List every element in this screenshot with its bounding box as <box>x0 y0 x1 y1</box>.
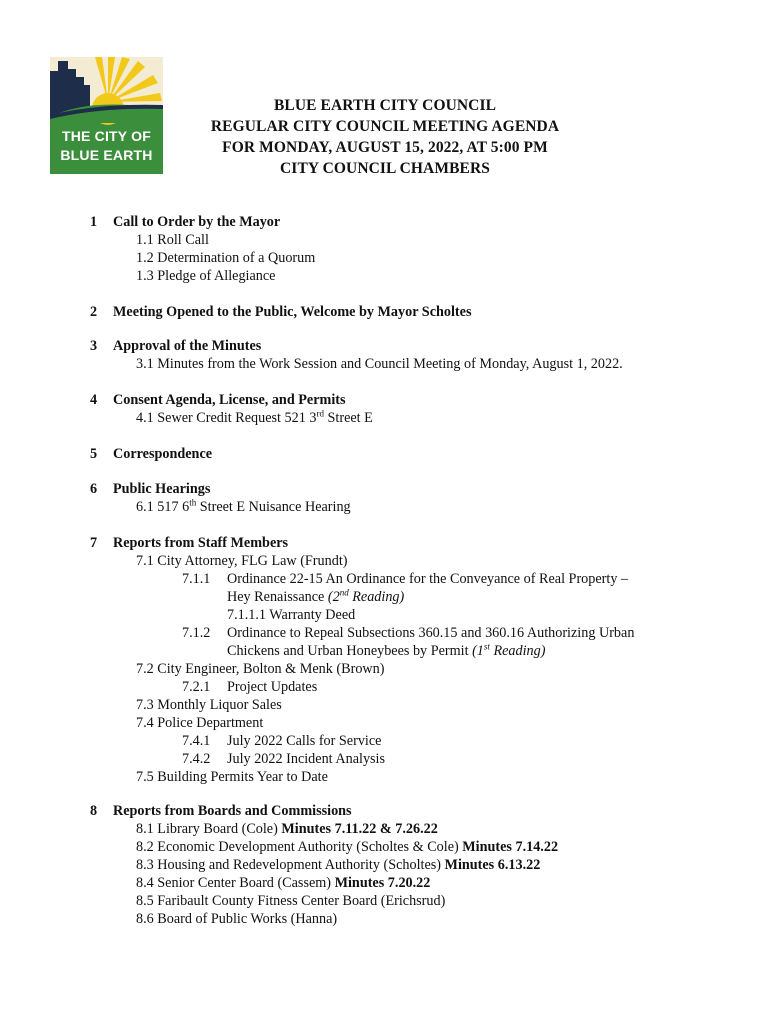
section-number: 7 <box>90 535 98 551</box>
section-title: Reports from Staff Members <box>113 535 289 551</box>
agenda-item-7-4: 7.4 Police Department <box>136 715 264 731</box>
agenda-item-7-4-2-number: 7.4.2 <box>182 751 211 767</box>
agenda-item-3-1: 3.1 Minutes from the Work Session and Council Meeting of Monday, August 1, 2022. <box>136 356 623 372</box>
ordinal-suffix: rd <box>316 408 324 419</box>
section-number: 1 <box>90 214 98 230</box>
section-number: 5 <box>90 446 98 462</box>
agenda-item-7-4-1-number: 7.4.1 <box>182 733 211 749</box>
agenda-item-7-1-1-number: 7.1.1 <box>182 571 211 587</box>
agenda-item-7-1-2-number: 7.1.2 <box>182 625 211 641</box>
minutes-link-text: Minutes 7.14.22 <box>462 839 559 855</box>
item-text: 8.1 Library Board (Cole) <box>136 821 282 837</box>
agenda-item-8-4 <box>136 874 430 892</box>
header-agenda-title: REGULAR CITY COUNCIL MEETING AGENDA <box>210 118 560 135</box>
agenda-item-8-6: 8.6 Board of Public Works (Hanna) <box>136 911 338 927</box>
section-title: Correspondence <box>113 446 213 462</box>
minutes-link-text: Minutes 7.20.22 <box>334 875 431 891</box>
reading-note: (2nd Reading) <box>327 587 405 605</box>
logo-text-line2: BLUE EARTH <box>60 147 153 163</box>
item-text: Street E <box>323 410 373 426</box>
reading-note: (1st Reading) <box>472 641 546 659</box>
agenda-item-7-1-2-cont <box>227 642 545 660</box>
section-number: 8 <box>90 803 98 819</box>
section-title: Public Hearings <box>113 481 211 497</box>
agenda-item-8-5: 8.5 Faribault County Fitness Center Board (Erichsrud) <box>136 893 446 909</box>
agenda-item-7-4-1: July 2022 Calls for Service <box>227 733 382 749</box>
item-text: 8.2 Economic Development Authority (Scholtes & Cole) <box>136 839 463 855</box>
agenda-item-1-2: 1.2 Determination of a Quorum <box>136 250 316 266</box>
ordinal-suffix: th <box>189 497 197 508</box>
agenda-item-4-1 <box>136 409 373 427</box>
item-text: 6.1 517 6 <box>136 499 190 515</box>
item-text: Chickens and Urban Honeybees by Permit <box>227 643 473 659</box>
agenda-item-7-1-1-cont <box>227 588 404 606</box>
agenda-item-7-2-1-number: 7.2.1 <box>182 679 211 695</box>
header-council-name: BLUE EARTH CITY COUNCIL <box>273 97 497 114</box>
section-title: Consent Agenda, License, and Permits <box>113 392 346 408</box>
agenda-item-1-1: 1.1 Roll Call <box>136 232 209 248</box>
section-title: Approval of the Minutes <box>113 338 262 354</box>
agenda-item-7-1-1-1: 7.1.1.1 Warranty Deed <box>227 607 356 623</box>
section-title: Call to Order by the Mayor <box>113 214 281 230</box>
agenda-item-8-2 <box>136 838 558 856</box>
item-text: 8.4 Senior Center Board (Cassem) <box>136 875 335 891</box>
item-text: Hey Renaissance <box>227 589 328 605</box>
item-text: 4.1 Sewer Credit Request 521 3 <box>136 410 317 426</box>
agenda-item-7-1: 7.1 City Attorney, FLG Law (Frundt) <box>136 553 348 569</box>
section-title: Reports from Boards and Commissions <box>113 803 352 819</box>
agenda-item-1-3: 1.3 Pledge of Allegiance <box>136 268 276 284</box>
section-number: 4 <box>90 392 98 408</box>
agenda-item-8-1 <box>136 820 438 838</box>
item-text: Street E Nuisance Hearing <box>196 499 351 515</box>
logo-text-line1: THE CITY OF <box>61 128 152 144</box>
agenda-item-7-4-2: July 2022 Incident Analysis <box>227 751 386 767</box>
item-text: 8.3 Housing and Redevelopment Authority (Scholtes) <box>136 857 445 873</box>
agenda-item-6-1 <box>136 498 351 516</box>
header-meeting-date: FOR MONDAY, AUGUST 15, 2022, AT 5:00 PM <box>222 139 548 156</box>
agenda-item-7-5: 7.5 Building Permits Year to Date <box>136 769 328 785</box>
minutes-link-text: Minutes 6.13.22 <box>444 857 541 873</box>
city-logo <box>50 57 163 174</box>
agenda-item-7-2-1: Project Updates <box>227 679 318 695</box>
header-location: CITY COUNCIL CHAMBERS <box>280 160 490 177</box>
agenda-item-7-1-1: Ordinance 22-15 An Ordinance for the Conveyance of Real Property – <box>227 571 629 587</box>
agenda-item-7-2: 7.2 City Engineer, Bolton & Menk (Brown) <box>136 661 385 677</box>
section-title: Meeting Opened to the Public, Welcome by Mayor Scholtes <box>113 304 472 320</box>
agenda-item-8-3 <box>136 856 540 874</box>
agenda-item-7-3: 7.3 Monthly Liquor Sales <box>136 697 282 713</box>
section-number: 6 <box>90 481 98 497</box>
section-number: 2 <box>90 304 98 320</box>
agenda-item-7-1-2: Ordinance to Repeal Subsections 360.15 and 360.16 Authorizing Urban <box>227 625 635 641</box>
section-number: 3 <box>90 338 98 354</box>
agenda-header <box>150 95 620 179</box>
minutes-link-text: Minutes 7.11.22 & 7.26.22 <box>281 821 438 837</box>
